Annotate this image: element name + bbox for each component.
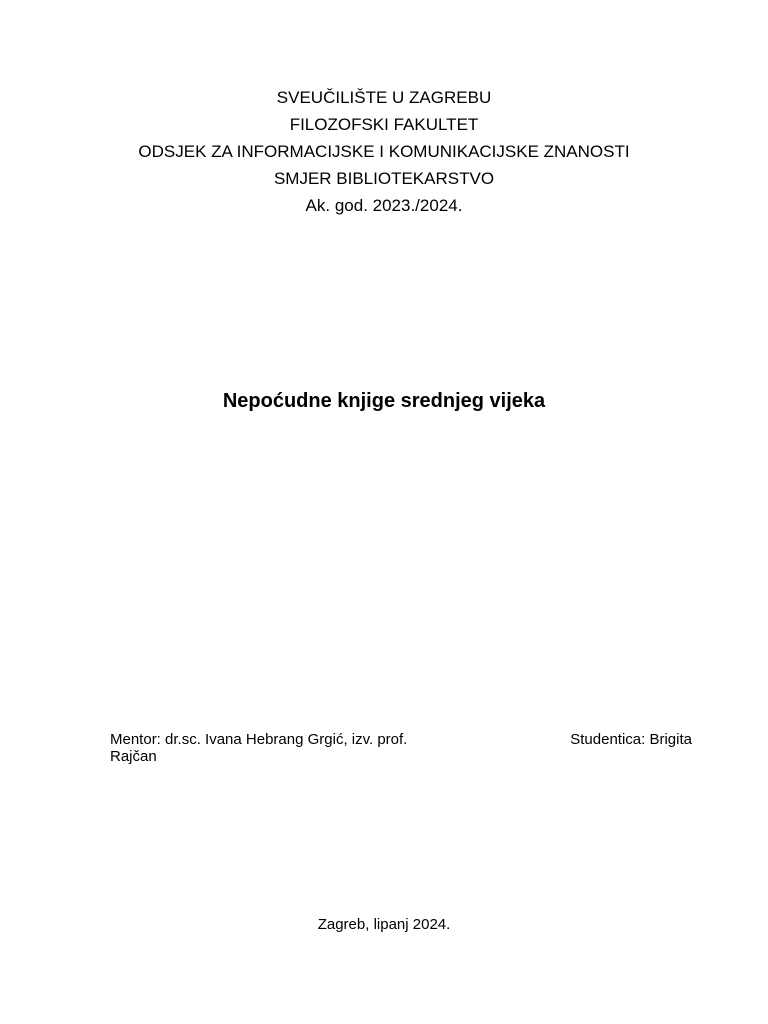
- institution-header: [0, 84, 768, 219]
- university-name: SVEUČILIŠTE U ZAGREBU: [276, 88, 492, 107]
- faculty-name: FILOZOFSKI FAKULTET: [289, 115, 479, 134]
- thesis-title: Nepoćudne knjige srednjeg vijeka: [222, 390, 546, 412]
- department-name: ODSJEK ZA INFORMACIJSKE I KOMUNIKACIJSKE ZNANOSTI: [138, 142, 630, 161]
- student-name: Studentica: Brigita: [570, 731, 692, 748]
- programme-name: SMJER BIBLIOTEKARSTVO: [273, 169, 495, 188]
- place-date: Zagreb, lipanj 2024.: [317, 916, 451, 933]
- mentor-block: [110, 731, 470, 765]
- student-surname-line: Rajčan: [110, 748, 157, 765]
- academic-year: Ak. god. 2023./2024.: [305, 196, 463, 215]
- mentor-line: Mentor: dr.sc. Ivana Hebrang Grgić, izv. prof.: [110, 731, 408, 748]
